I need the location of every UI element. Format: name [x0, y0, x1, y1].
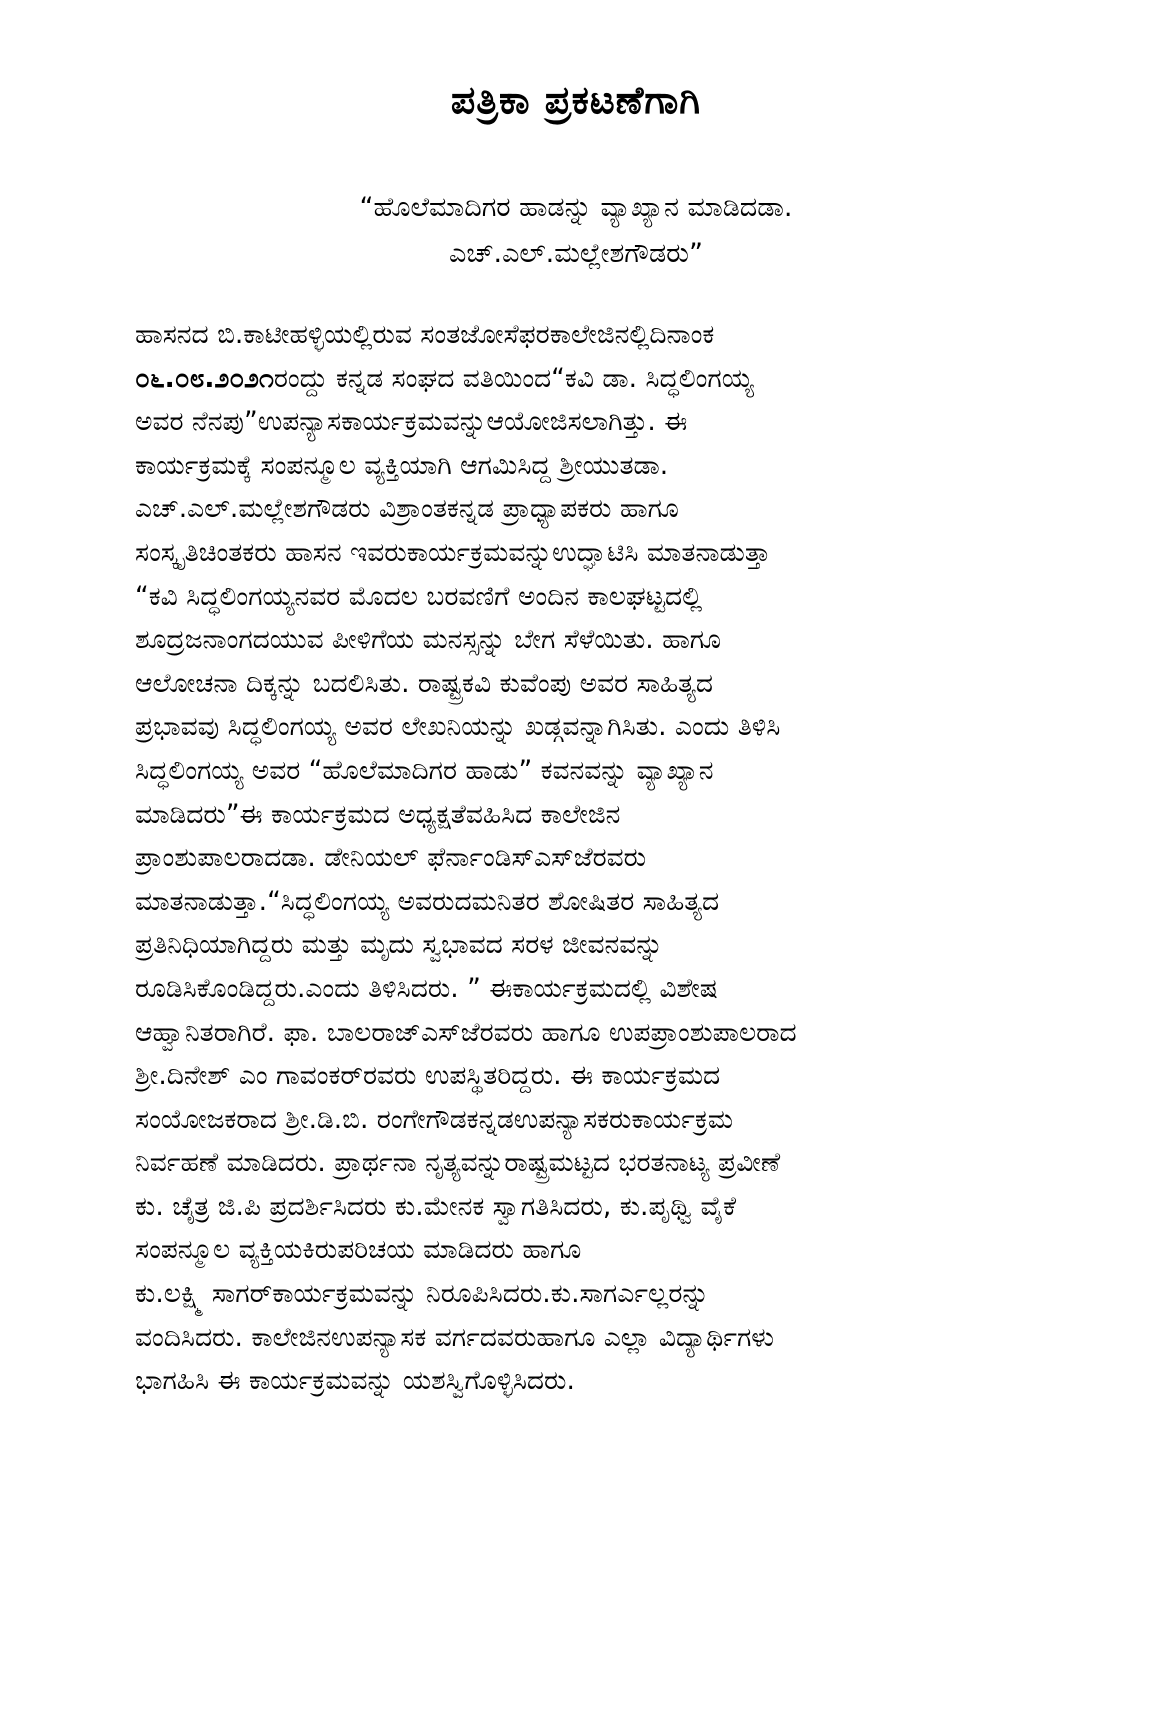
body-line — [135, 357, 1025, 401]
body-line: ಕಾರ್ಯಕ್ರಮಕ್ಕೆ ಸಂಪನ್ಮೂಲ ವ್ಯಕ್ತಿಯಾಗಿ ಆಗಮಿಸಿದ್ದ ಶ್ರೀಯುತಡಾ. — [135, 449, 669, 481]
body-line: ಪ್ರಾಂಶುಪಾಲರಾದಡಾ. ಡೇನಿಯಲ್ ಫೆರ್ನಾಂಡಿಸ್ಎಸ್‌ಜೆರವರು — [135, 842, 647, 874]
body-line: ಸಂಸ್ಕೃತಿಚಿಂತಕರು ಹಾಸನ ಇವರುಕಾರ್ಯಕ್ರಮವನ್ನುಉದ್ಘಾಟಿಸಿ ಮಾತನಾಡುತ್ತಾ — [135, 536, 771, 568]
subtitle-line: ಎಚ್.ಎಲ್.ಮಲ್ಲೇಶಗೌಡರು” — [448, 238, 703, 269]
body-line: ರೂಡಿಸಿಕೊಂಡಿದ್ದರು.ಎಂದು ತಿಳಿಸಿದರು. ” ಈಕಾರ್ಯಕ್ರಮದಲ್ಲಿ ವಿಶೇಷ — [135, 972, 718, 1004]
body-line: ಮಾತನಾಡುತ್ತಾ.“ಸಿದ್ಧಲಿಂಗಯ್ಯ ಅವರುದಮನಿತರ ಶೋಷಿತರ ಸಾಹಿತ್ಯದ — [135, 885, 720, 917]
body-line: ಎಚ್.ಎಲ್.ಮಲ್ಲೇಶಗೌಡರು ವಿಶ್ರಾಂತಕನ್ನಡ ಪ್ರಾಧ್ಯಾಪಕರು ಹಾಗೂ — [135, 493, 679, 525]
body-line: ಭಾಗಹಿಸಿ ಈ ಕಾರ್ಯಕ್ರಮವನ್ನು ಯಶಸ್ವಿಗೊಳ್ಳಿಸಿದರು. — [135, 1365, 575, 1397]
body-line: ಪ್ರಭಾವವು ಸಿದ್ಧಲಿಂಗಯ್ಯ ಅವರ ಲೇಖನಿಯನ್ನು ಖಡ್ಗವನ್ನಾಗಿಸಿತು. ಎಂದು ತಿಳಿಸಿ — [135, 711, 781, 743]
body-line: ಆಲೋಚನಾ ದಿಕ್ಕನ್ನು ಬದಲಿಸಿತು. ರಾಷ್ಟ್ರಕವಿ ಕುವೆಂಪು ಅವರ ಸಾಹಿತ್ಯದ — [135, 667, 713, 699]
body-line-text: ರಂದ್ದು ಕನ್ನಡ ಸಂಘದ ವತಿಯಿಂದ“ಕವಿ ಡಾ. ಸಿದ್ಧಲಿಂಗಯ್ಯ — [273, 362, 754, 394]
body-line: ಸಿದ್ಧಲಿಂಗಯ್ಯ ಅವರ “ಹೊಲೆಮಾದಿಗರ ಹಾಡು” ಕವನವನ್ನು ವ್ಯಾಖ್ಯಾನ — [135, 754, 714, 786]
body-line: ವಂದಿಸಿದರು. ಕಾಲೇಜಿನಉಪನ್ಯಾಸಕ ವರ್ಗದವರುಹಾಗೂ ಎಲ್ಲಾ ವಿದ್ಯಾರ್ಥಿಗಳು — [135, 1321, 775, 1353]
body-line: ಹಾಸನದ ಬಿ.ಕಾಟೀಹಳ್ಳಿಯಲ್ಲಿರುವ ಸಂತಜೋಸೆಫರಕಾಲೇಜಿನಲ್ಲಿದಿನಾಂಕ — [135, 319, 715, 350]
body-line: ನಿರ್ವಹಣೆ ಮಾಡಿದರು. ಪ್ರಾರ್ಥನಾ ನೃತ್ಯವನ್ನುರಾಷ್ಟ್ರಮಟ್ಟದ ಭರತನಾಟ್ಯ ಪ್ರವೀಣೆ — [135, 1147, 781, 1179]
body-line: ಪ್ರತಿನಿಧಿಯಾಗಿದ್ದರು ಮತ್ತು ಮೃದು ಸ್ವಭಾವದ ಸರಳ ಜೀವನವನ್ನು — [135, 929, 663, 961]
body-line: ಅವರ ನೆನಪು”ಉಪನ್ಯಾಸಕಾರ್ಯಕ್ರಮವನ್ನುಆಯೋಜಿಸಲಾಗಿತ್ತು. ಈ — [135, 406, 688, 438]
body-line: ಶ್ರೀ.ದಿನೇಶ್ ಎಂ ಗಾವಂಕರ್‌ರವರು ಉಪಸ್ಥಿತರಿದ್ದರು. ಈ ಕಾರ್ಯಕ್ರಮದ — [135, 1060, 721, 1092]
body-line: ಆಹ್ವಾನಿತರಾಗಿರೆ. ಫಾ. ಬಾಲರಾಜ್ಎಸ್‌ಜೆರವರು ಹಾಗೂ ಉಪಪ್ರಾಂಶುಪಾಲರಾದ — [135, 1016, 797, 1048]
body-line: ಸಂಯೋಜಕರಾದ ಶ್ರೀ.ಡಿ.ಬಿ. ರಂಗೇಗೌಡಕನ್ನಡಉಪನ್ಯಾಸಕರುಕಾರ್ಯಕ್ರಮ — [135, 1103, 734, 1135]
article-subtitle — [150, 185, 1002, 277]
body-line: ಶೂದ್ರಜನಾಂಗದಯುವ ಪೀಳಿಗೆಯ ಮನಸ್ಸನ್ನು ಬೇಗ ಸೆಳೆಯಿತು. ಹಾಗೂ — [135, 624, 722, 656]
page-title: ಪತ್ರಿಕಾ ಪ್ರಕಟಣೆಗಾಗಿ — [450, 78, 702, 122]
article-body — [135, 313, 1025, 1403]
event-date: ೦೬.೦೮.೨೦೨೧ — [135, 362, 274, 394]
subtitle-line: “ಹೊಲೆಮಾದಿಗರ ಹಾಡನ್ನು ವ್ಯಾಖ್ಯಾನ ಮಾಡಿದಡಾ. — [359, 192, 793, 223]
body-line: “ಕವಿ ಸಿದ್ಧಲಿಂಗಯ್ಯನವರ ಮೊದಲ ಬರವಣಿಗೆ ಅಂದಿನ ಕಾಲಘಟ್ಟದಲ್ಲಿ — [135, 580, 703, 612]
body-line: ಕು. ಚೈತ್ರ ಜಿ.ಪಿ ಪ್ರದರ್ಶಿಸಿದರು ಕು.ಮೇನಕ ಸ್ವಾಗತಿಸಿದರು, ಕು.ಪೃಥ್ವಿ ವೈಕೆ — [135, 1190, 737, 1222]
body-line: ಕು.ಲಕ್ಷ್ಮಿ ಸಾಗರ್‌ಕಾರ್ಯಕ್ರಮವನ್ನು ನಿರೂಪಿಸಿದರು.ಕು.ಸಾಗರ್ಎಲ್ಲರನ್ನು — [135, 1278, 710, 1310]
body-line: ಸಂಪನ್ಮೂಲ ವ್ಯಕ್ತಿಯಕಿರುಪರಿಚಯ ಮಾಡಿದರು ಹಾಗೂ — [135, 1234, 582, 1266]
body-line: ಮಾಡಿದರು”ಈ ಕಾರ್ಯಕ್ರಮದ ಅಧ್ಯಕ್ಷತೆವಹಿಸಿದ ಕಾಲೇಜಿನ — [135, 798, 621, 830]
